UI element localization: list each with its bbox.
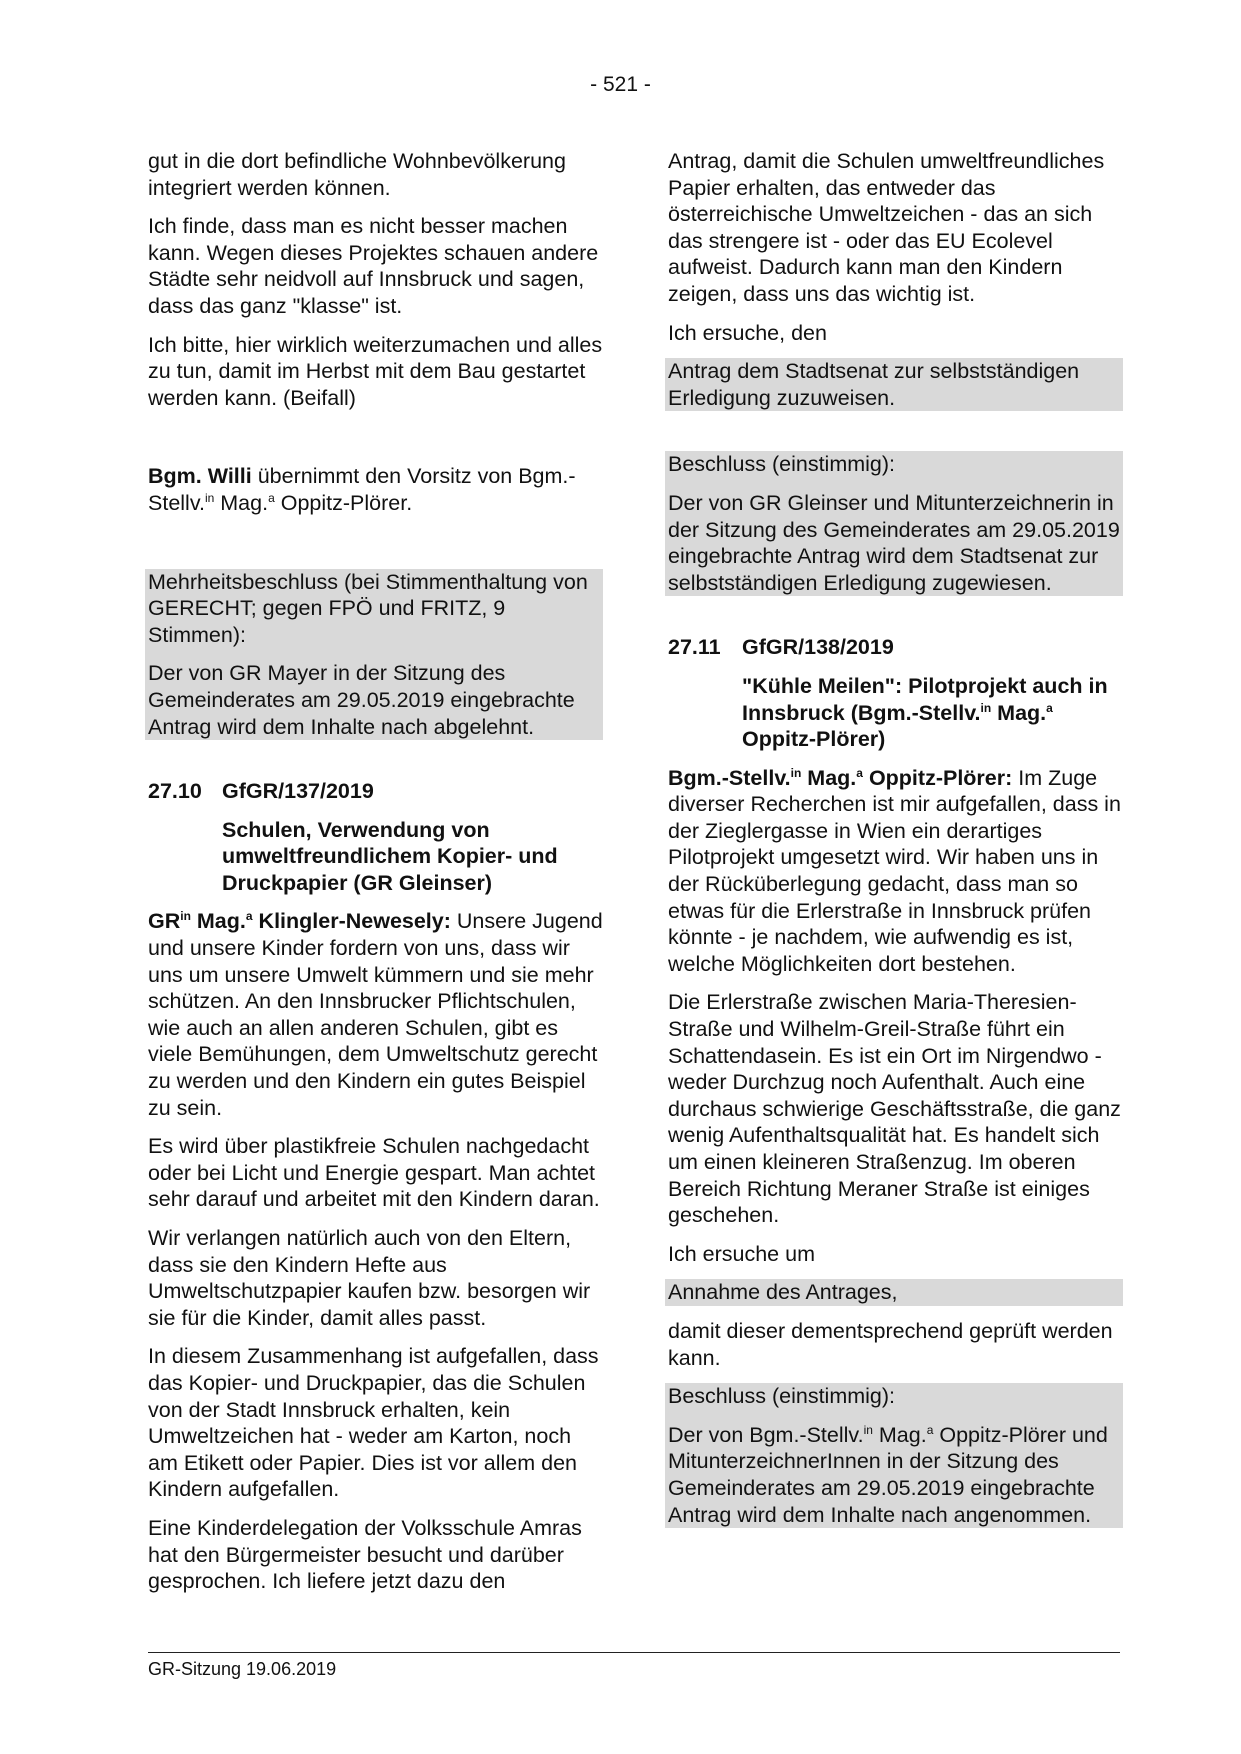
agenda-item-ref: GfGR/137/2019 — [222, 779, 374, 804]
speaker-name: Bgm. Willi — [148, 464, 252, 489]
page-number: - 521 - — [590, 73, 651, 96]
left-column — [148, 148, 603, 1607]
right-column — [668, 148, 1123, 1528]
resolution-text: Der von Bgm.-Stellv.$^{in}$ Mag.$^a$ Oppitz-Plörer und MitunterzeichnerInnen in der Sitzung des Gemeinderates am 29.05.2019 eingebrachte Antrag wird dem Inhalte nach angenommen. — [668, 1422, 1108, 1527]
paragraph: Es wird über plastikfreie Schulen nachgedacht oder bei Licht und Energie gespart. Man achtet sehr darauf und arbeitet mit den Kindern daran. — [148, 1134, 600, 1212]
resolution-label: Beschluss (einstimmig): — [668, 452, 895, 477]
speech-paragraph: $GR^{in}$ Mag.$^a$ Klingler-Newesely: Unsere Jugend und unsere Kinder fordern von uns, dass wir uns um unsere Umwelt kümmern und sie mehr schützen. An den Innsbrucker Pflichtschulen, wie auch an allen anderen Schulen, gibt es viele Bemühungen, dem Umweltschutz gerecht zu werden und den Kindern ein gutes Beispiel zu sein. — [148, 909, 603, 1120]
resolution-label: Beschluss (einstimmig): — [668, 1384, 895, 1409]
speaker-name: $GR^{in}$ Mag.$^a$ Klingler-Newesely: — [148, 909, 451, 934]
paragraph: Ich ersuche um — [668, 1241, 815, 1266]
paragraph: Die Erlerstraße zwischen Maria-Theresien-Straße und Wilhelm-Greil-Straße führt ein Schattendasein. Es ist ein Ort im Nirgendwo - weder Durchzug noch Aufenthalt. Auch eine durchaus schwierige Geschäftsstraße, die ganz wenig Aufenthaltsqualität hat. Es handelt sich um einen kleineren Straßenzug. Im oberen Bereich Richtung Meraner Straße ist einiges geschehen. — [668, 990, 1121, 1228]
agenda-item-heading — [668, 634, 1123, 661]
paragraph: Ich finde, dass man es nicht besser machen kann. Wegen dieses Projektes schauen andere Städte sehr neidvoll auf Innsbruck und sagen, dass das ganz "klasse" ist. — [148, 214, 599, 318]
paragraph: In diesem Zusammenhang ist aufgefallen, dass das Kopier- und Druckpapier, das die Schulen von der Stadt Innsbruck erhalten, kein Umweltzeichen hat - weder am Karton, noch am Etikett oder Papier. Dies ist vor allem den Kindern aufgefallen. — [148, 1344, 599, 1502]
paragraph: damit dieser dementsprechend geprüft werden kann. — [668, 1318, 1113, 1370]
speech-paragraph: Bgm.-Stellv.$^{in}$ Mag.$^a$ Oppitz-Plörer: Im Zuge diverser Recherchen ist mir aufgefallen, dass in der Zieglergasse in Wien ein derartiges Pilotprojekt umgesetzt wird. Wir haben uns in der Rücküberlegung gedacht, dass man so etwas für die Erlerstraße in Innsbruck prüfen könnte - je nachdem, wie aufwendig es ist, welche Möglichkeiten dort bestehen. — [668, 765, 1121, 976]
agenda-item-number: 27.10 — [148, 779, 202, 804]
agenda-item-ref: GfGR/138/2019 — [742, 635, 894, 660]
resolution-text: Der von GR Mayer in der Sitzung des Gemeinderates am 29.05.2019 eingebrachte Antrag wird dem Inhalte nach abgelehnt. — [148, 661, 575, 739]
footer-session-date: GR-Sitzung 19.06.2019 — [148, 1659, 337, 1679]
motion-box — [665, 1279, 1123, 1306]
resolution-box — [145, 569, 603, 741]
paragraph: Wir verlangen natürlich auch von den Eltern, dass sie den Kindern Hefte aus Umweltschutzpapier kaufen bzw. besorgen wir sie für die Kinder, damit alles passt. — [148, 1226, 591, 1330]
motion-text: Antrag dem Stadtsenat zur selbstständigen Erledigung zuzuweisen. — [668, 359, 1080, 410]
agenda-item-heading — [148, 778, 603, 805]
agenda-item-title: Schulen, Verwendung von umweltfreundlichem Kopier- und Druckpapier (GR Gleinser) — [222, 817, 558, 895]
footer-divider — [148, 1652, 1120, 1653]
resolution-box — [665, 451, 1123, 596]
speaker-name: Bgm.-Stellv.$^{in}$ Mag.$^a$ Oppitz-Plörer: — [668, 765, 1013, 790]
resolution-text: Der von GR Gleinser und Mitunterzeichnerin in der Sitzung des Gemeinderates am 29.05.2019 eingebrachte Antrag wird dem Stadtsenat zur selbstständigen Erledigung zugewiesen. — [668, 490, 1120, 595]
motion-box — [665, 358, 1123, 411]
paragraph: Ich ersuche, den — [668, 320, 827, 345]
motion-text: Annahme des Antrages, — [668, 1280, 898, 1305]
agenda-item-number: 27.11 — [668, 635, 721, 660]
paragraph: Eine Kinderdelegation der Volksschule Amras hat den Bürgermeister besucht und darüber gesprochen. Ich liefere jetzt dazu den — [148, 1515, 582, 1594]
paragraph: Ich bitte, hier wirklich weiterzumachen und alles zu tun, damit im Herbst mit dem Bau gestartet werden kann. (Beifall) — [148, 332, 603, 410]
paragraph: gut in die dort befindliche Wohnbevölkerung integriert werden können. — [148, 149, 566, 200]
paragraph: Antrag, damit die Schulen umweltfreundliches Papier erhalten, das entweder das österreichische Umweltzeichen - das an sich das strengere ist - oder das EU Ecolevel aufweist. Dadurch kann man den Kindern zeigen, dass uns das wichtig ist. — [668, 149, 1105, 306]
resolution-label: Mehrheitsbeschluss (bei Stimmenthaltung von GERECHT; gegen FPÖ und FRITZ, 9 Stimmen): — [148, 569, 588, 647]
resolution-box — [665, 1383, 1123, 1528]
chair-change-note: Bgm. Willi übernimmt den Vorsitz von Bgm.-Stellv.$^{in}$ Mag.$^a$ Oppitz-Plörer. — [148, 464, 576, 515]
agenda-item-title: "Kühle Meilen": Pilotprojekt auch in Innsbruck (Bgm.-Stellv.$^{in}$ Mag.$^a$ Oppitz-Plörer) — [742, 673, 1108, 752]
